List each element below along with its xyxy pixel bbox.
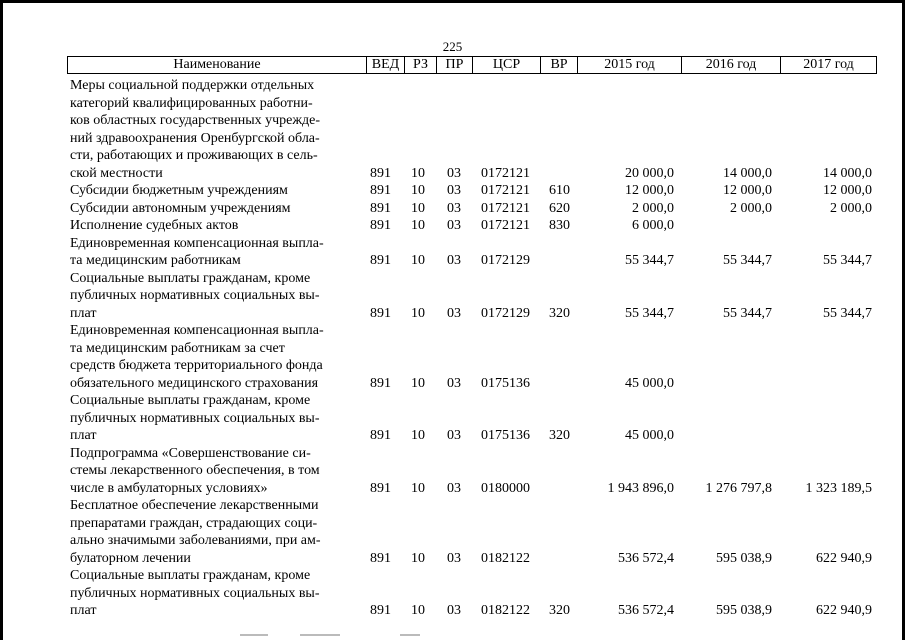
cell-csr: 0175136 xyxy=(481,375,530,391)
cell-y2017: 55 344,7 xyxy=(823,253,872,268)
row-name-line: средств бюджета территориального фонда xyxy=(70,358,323,373)
cell-y2017: 622 940,9 xyxy=(816,550,872,566)
cell-vr: 830 xyxy=(549,218,570,233)
row-name-line: препаратами граждан, страдающих соци- xyxy=(70,515,318,531)
row-name-line: та медицинским работникам за счет xyxy=(70,340,285,356)
table-row xyxy=(0,182,905,200)
cell-y2016: 12 000,0 xyxy=(723,183,772,198)
header-2016: 2016 год xyxy=(681,57,780,73)
row-name-line: обязательного медицинского страхования xyxy=(70,375,319,391)
cell-pr: 03 xyxy=(447,550,461,566)
cell-y2016: 2 000,0 xyxy=(730,200,772,216)
table-row xyxy=(0,445,905,498)
row-name xyxy=(70,235,355,270)
cell-vr: 320 xyxy=(549,603,570,618)
cell-pr: 03 xyxy=(447,200,461,216)
cell-y2015: 55 344,7 xyxy=(625,305,674,321)
cell-csr: 0172121 xyxy=(481,200,530,216)
cell-y2017: 2 000,0 xyxy=(830,200,872,216)
row-name-line: Единовременная компенсационная выпла- xyxy=(70,235,324,251)
row-name xyxy=(70,567,355,620)
table-row xyxy=(0,77,905,182)
cell-ved: 891 xyxy=(370,375,391,391)
cell-y2016: 1 276 797,8 xyxy=(705,480,772,496)
cell-csr: 0172121 xyxy=(481,165,530,181)
cell-pr: 03 xyxy=(447,165,461,181)
cell-pr: 03 xyxy=(447,428,461,443)
header-2017: 2017 год xyxy=(780,57,876,73)
header-rz: РЗ xyxy=(404,57,436,73)
row-name-line: ской местности xyxy=(70,165,163,181)
row-name-line: Социальные выплаты гражданам, кроме xyxy=(70,393,311,408)
row-name xyxy=(70,270,355,323)
header-csr: ЦСР xyxy=(472,57,540,73)
cell-ved: 891 xyxy=(370,200,391,216)
cell-rz: 10 xyxy=(411,200,425,216)
cell-pr: 03 xyxy=(447,218,461,233)
row-name xyxy=(70,322,355,392)
cell-y2015: 536 572,4 xyxy=(618,603,674,618)
row-name xyxy=(70,445,355,498)
cell-pr: 03 xyxy=(447,603,461,618)
cell-y2015: 20 000,0 xyxy=(625,165,674,181)
table-row xyxy=(0,322,905,392)
page-number: 225 xyxy=(442,39,463,54)
header-2015: 2015 год xyxy=(577,57,681,73)
cell-ved: 891 xyxy=(370,428,391,443)
cell-y2015: 55 344,7 xyxy=(625,253,674,268)
cell-rz: 10 xyxy=(411,218,425,233)
cell-y2015: 6 000,0 xyxy=(632,218,674,233)
row-name-line: публичных нормативных социальных вы- xyxy=(70,410,320,426)
row-name-line: публичных нормативных социальных вы- xyxy=(70,288,320,303)
cell-rz: 10 xyxy=(411,183,425,198)
row-name-line: стемы лекарственного обеспечения, в том xyxy=(70,463,320,478)
cell-csr: 0180000 xyxy=(481,480,530,496)
cell-pr: 03 xyxy=(447,253,461,268)
cell-rz: 10 xyxy=(411,253,425,268)
cell-rz: 10 xyxy=(411,603,425,618)
cell-rz: 10 xyxy=(411,480,425,496)
row-name-line: плат xyxy=(70,428,97,443)
row-name-line: Социальные выплаты гражданам, кроме xyxy=(70,568,311,583)
cell-vr: 320 xyxy=(549,428,570,443)
table-header xyxy=(67,56,877,74)
cell-csr: 0172129 xyxy=(481,305,530,321)
row-name-line: та медицинским работникам xyxy=(70,253,241,268)
row-name-line: ний здравоохранения Оренбургской обла- xyxy=(70,130,320,146)
cell-csr: 0172121 xyxy=(481,183,530,198)
table-row xyxy=(0,217,905,235)
header-ved: ВЕД xyxy=(366,57,404,73)
cell-pr: 03 xyxy=(447,375,461,391)
row-name-line: Меры социальной поддержки отдельных xyxy=(70,78,315,93)
cell-y2016: 55 344,7 xyxy=(723,305,772,321)
row-name xyxy=(70,392,355,445)
cell-rz: 10 xyxy=(411,428,425,443)
cell-y2017: 14 000,0 xyxy=(823,165,872,181)
row-name-line: Подпрограмма «Совершенствование си- xyxy=(70,445,311,461)
cell-rz: 10 xyxy=(411,550,425,566)
row-name xyxy=(70,77,355,182)
cell-y2016: 55 344,7 xyxy=(723,253,772,268)
cell-y2015: 536 572,4 xyxy=(618,550,674,566)
scan-artifact xyxy=(300,634,340,636)
row-name-line: категорий квалифицированных работни- xyxy=(70,95,313,111)
row-name-line: Социальные выплаты гражданам, кроме xyxy=(70,270,311,286)
cell-ved: 891 xyxy=(370,218,391,233)
row-name-line: Субсидии бюджетным учреждениям xyxy=(70,183,288,198)
row-name-line: Бесплатное обеспечение лекарственными xyxy=(70,498,319,513)
cell-y2015: 45 000,0 xyxy=(625,428,674,443)
row-name-line: числе в амбулаторных условиях» xyxy=(70,480,268,496)
cell-y2017: 1 323 189,5 xyxy=(805,480,872,496)
row-name xyxy=(70,200,355,218)
row-name-line: Единовременная компенсационная выпла- xyxy=(70,323,324,338)
cell-ved: 891 xyxy=(370,253,391,268)
table-row xyxy=(0,235,905,270)
cell-csr: 0182122 xyxy=(481,550,530,566)
cell-ved: 891 xyxy=(370,183,391,198)
scan-artifact xyxy=(240,634,268,636)
header-pr: ПР xyxy=(436,57,472,73)
row-name-line: плат xyxy=(70,603,97,618)
cell-pr: 03 xyxy=(447,305,461,321)
cell-rz: 10 xyxy=(411,305,425,321)
cell-y2015: 45 000,0 xyxy=(625,375,674,391)
cell-ved: 891 xyxy=(370,603,391,618)
page-frame-top xyxy=(0,0,905,3)
cell-vr: 620 xyxy=(549,200,570,216)
cell-y2017: 12 000,0 xyxy=(823,183,872,198)
row-name-line: ков областных государственных учрежде- xyxy=(70,113,321,128)
cell-ved: 891 xyxy=(370,550,391,566)
cell-ved: 891 xyxy=(370,305,391,321)
cell-y2016: 14 000,0 xyxy=(723,165,772,181)
cell-csr: 0182122 xyxy=(481,603,530,618)
cell-y2015: 12 000,0 xyxy=(625,183,674,198)
row-name xyxy=(70,217,355,235)
cell-rz: 10 xyxy=(411,375,425,391)
cell-csr: 0172121 xyxy=(481,218,530,233)
row-name-line: Субсидии автономным учреждениям xyxy=(70,200,291,216)
cell-csr: 0175136 xyxy=(481,428,530,443)
cell-y2017: 622 940,9 xyxy=(816,603,872,618)
row-name xyxy=(70,497,355,567)
row-name xyxy=(70,182,355,200)
cell-vr: 610 xyxy=(549,183,570,198)
cell-csr: 0172129 xyxy=(481,253,530,268)
cell-rz: 10 xyxy=(411,165,425,181)
cell-pr: 03 xyxy=(447,183,461,198)
row-name-line: Исполнение судебных актов xyxy=(70,218,239,233)
row-name-line: плат xyxy=(70,305,97,321)
table-row xyxy=(0,200,905,218)
table-row xyxy=(0,270,905,323)
row-name-line: булаторном лечении xyxy=(70,550,191,566)
cell-ved: 891 xyxy=(370,480,391,496)
cell-ved: 891 xyxy=(370,165,391,181)
header-name: Наименование xyxy=(173,57,261,72)
row-name-line: публичных нормативных социальных вы- xyxy=(70,585,320,601)
cell-pr: 03 xyxy=(447,480,461,496)
cell-y2015: 2 000,0 xyxy=(632,200,674,216)
scan-artifact xyxy=(400,634,420,636)
header-vr: ВР xyxy=(540,57,577,73)
row-name-line: сти, работающих и проживающих в сель- xyxy=(70,148,318,163)
cell-vr: 320 xyxy=(549,305,570,321)
cell-y2015: 1 943 896,0 xyxy=(607,480,674,496)
table-row xyxy=(0,392,905,445)
cell-y2016: 595 038,9 xyxy=(716,550,772,566)
row-name-line: ально значимыми заболеваниями, при ам- xyxy=(70,533,321,548)
table-row xyxy=(0,567,905,620)
cell-y2017: 55 344,7 xyxy=(823,305,872,321)
table-row xyxy=(0,497,905,567)
cell-y2016: 595 038,9 xyxy=(716,603,772,618)
